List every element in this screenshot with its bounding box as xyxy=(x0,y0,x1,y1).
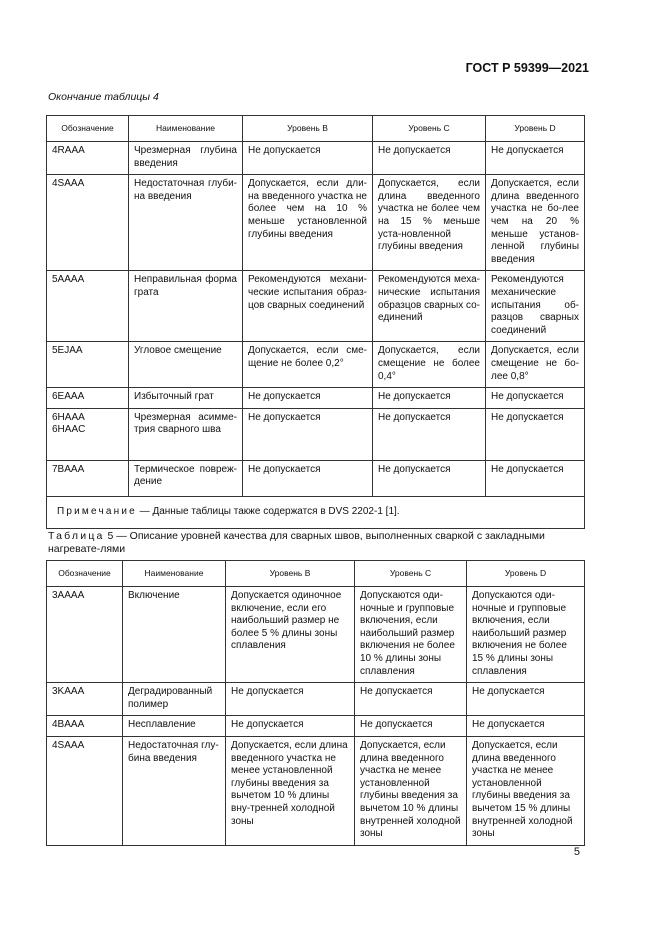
cell-level-d: Допускается, если смещение не бо-лее 0,8° xyxy=(486,342,585,388)
cell-name: Неправильная форма грата xyxy=(129,271,243,342)
cell-name: Чрезмерная асимме-трия сварного шва xyxy=(129,408,243,460)
table-row xyxy=(47,460,585,496)
column-header-level-c: Уровень C xyxy=(373,116,486,142)
cell-level-d: Допускается, если длина введенного участка не менее установленной глубины введения за вычетом 15 % длины внутренней холодной зоны xyxy=(467,736,585,845)
cell-code: 5EJAA xyxy=(47,342,129,388)
table-header-row xyxy=(47,116,585,142)
cell-level-c: Допускаются оди-ночные и групповые включения, если наибольший размер включения не более 10 % длины зоны сплавления xyxy=(355,587,467,683)
cell-level-c: Не допускается xyxy=(373,388,486,409)
cell-level-d: Не допускается xyxy=(486,388,585,409)
table4-continuation-caption: Окончание таблицы 4 xyxy=(48,91,159,103)
table-row xyxy=(47,142,585,175)
cell-level-c: Не допускается xyxy=(355,683,467,716)
column-header-level-b: Уровень B xyxy=(243,116,373,142)
table-row xyxy=(47,716,585,737)
table-5 xyxy=(46,560,585,846)
cell-name: Избыточный грат xyxy=(129,388,243,409)
cell-code: 7BAAA xyxy=(47,460,129,496)
table-row xyxy=(47,736,585,845)
table-row xyxy=(47,683,585,716)
note-label: Примечание xyxy=(57,505,137,517)
cell-level-d: Допускаются оди-ночные и групповые включения, если наибольший размер включения не более 15 % длины зоны сплавления xyxy=(467,587,585,683)
cell-level-c: Рекомендуются меха-нические испытания образцов сварных со-единений xyxy=(373,271,486,342)
table-row xyxy=(47,587,585,683)
cell-level-d: Не допускается xyxy=(486,408,585,460)
cell-level-b: Не допускается xyxy=(226,683,355,716)
table5-title-text: 5 — Описание уровней качества для сварных швов, выполненных сваркой с закладными нагревате-лями xyxy=(48,530,545,555)
column-header-name: Наименование xyxy=(129,116,243,142)
table5-title xyxy=(48,530,588,555)
cell-level-d: Не допускается xyxy=(486,142,585,175)
cell-code: 3AAAA xyxy=(47,587,123,683)
cell-code: 4SAAA xyxy=(47,175,129,271)
cell-level-b: Допускается, если сме-щение не более 0,2° xyxy=(243,342,373,388)
cell-code: 6HAAA 6HAAC xyxy=(47,408,129,460)
cell-level-b: Допускается одиночное включение, если его наибольший размер не более 5 % длины зоны сплавления xyxy=(226,587,355,683)
cell-code: 4BAAA xyxy=(47,716,123,737)
cell-level-b: Не допускается xyxy=(243,388,373,409)
table-row xyxy=(47,175,585,271)
table5-title-label: Таблица xyxy=(48,530,105,542)
column-header-name: Наименование xyxy=(123,561,226,587)
column-header-level-c: Уровень C xyxy=(355,561,467,587)
cell-name: Недостаточная глу-бина введения xyxy=(123,736,226,845)
cell-level-d: Не допускается xyxy=(467,683,585,716)
table-row xyxy=(47,342,585,388)
cell-level-d: Допускается, если длина введенного участка не бо-лее чем на 20 % меньше установ-ленной глубины введения xyxy=(486,175,585,271)
cell-level-b: Не допускается xyxy=(243,408,373,460)
column-header-level-b: Уровень B xyxy=(226,561,355,587)
table-row xyxy=(47,408,585,460)
cell-level-b: Не допускается xyxy=(226,716,355,737)
column-header-code: Обозначение xyxy=(47,561,123,587)
cell-level-b: Не допускается xyxy=(243,142,373,175)
cell-name: Термическое повреж-дение xyxy=(129,460,243,496)
cell-level-d: Рекомендуются механические испытания об-разцов сварных соединений xyxy=(486,271,585,342)
table-row xyxy=(47,271,585,342)
cell-name: Включение xyxy=(123,587,226,683)
column-header-level-d: Уровень D xyxy=(486,116,585,142)
column-header-code: Обозначение xyxy=(47,116,129,142)
table-row xyxy=(47,388,585,409)
note-text: — Данные таблицы также содержатся в DVS 2202-1 [1]. xyxy=(136,505,400,517)
cell-level-c: Не допускается xyxy=(373,142,486,175)
page-number: 5 xyxy=(573,846,580,858)
cell-level-b: Допускается, если дли-на введенного участка не более чем на 10 % меньше установленной глубины введения xyxy=(243,175,373,271)
cell-code: 3KAAA xyxy=(47,683,123,716)
table-note-row xyxy=(47,496,585,528)
column-header-level-d: Уровень D xyxy=(467,561,585,587)
table-header-row xyxy=(47,561,585,587)
table-note xyxy=(47,496,585,528)
cell-level-d: Не допускается xyxy=(467,716,585,737)
cell-name: Несплавление xyxy=(123,716,226,737)
cell-code: 6EAAA xyxy=(47,388,129,409)
table-4 xyxy=(46,115,585,529)
cell-level-b: Не допускается xyxy=(243,460,373,496)
cell-name: Деградированный полимер xyxy=(123,683,226,716)
cell-level-d: Не допускается xyxy=(486,460,585,496)
cell-level-c: Не допускается xyxy=(355,716,467,737)
cell-level-c: Не допускается xyxy=(373,408,486,460)
cell-level-c: Допускается, если длина введенного участка не менее установленной глубины введения за вычетом 10 % длины внутренней холодной зоны xyxy=(355,736,467,845)
cell-level-b: Рекомендуются механи-ческие испытания образ-цов сварных соединений xyxy=(243,271,373,342)
cell-code: 4RAAA xyxy=(47,142,129,175)
cell-name: Недостаточная глуби-на введения xyxy=(129,175,243,271)
cell-level-c: Не допускается xyxy=(373,460,486,496)
cell-level-c: Допускается, если смещение не более 0,4° xyxy=(373,342,486,388)
cell-code: 4SAAA xyxy=(47,736,123,845)
cell-name: Угловое смещение xyxy=(129,342,243,388)
cell-level-b: Допускается, если длина введенного участка не менее установленной глубины введения за вычетом 10 % длины вну-тренней холодной зоны xyxy=(226,736,355,845)
document-header: ГОСТ Р 59399—2021 xyxy=(465,61,589,75)
cell-level-c: Допускается, если длина введенного участка не более чем на 15 % меньше уста-новленной глубины введения xyxy=(373,175,486,271)
cell-name: Чрезмерная глубина введения xyxy=(129,142,243,175)
cell-code: 5AAAA xyxy=(47,271,129,342)
